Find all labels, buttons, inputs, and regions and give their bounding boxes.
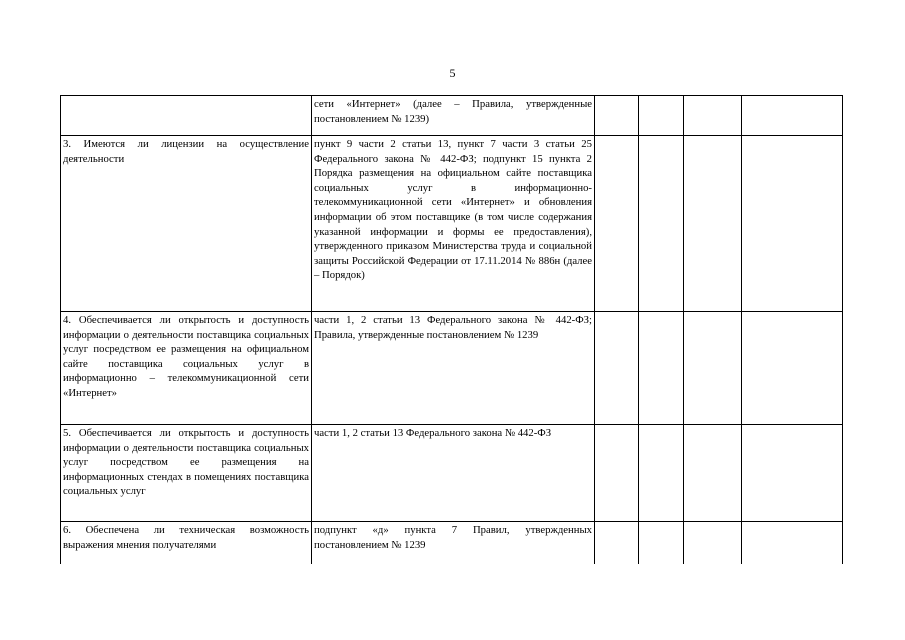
note-cell	[742, 312, 843, 425]
legal-basis-cell: части 1, 2 статьи 13 Федерального закона № 442-ФЗ; Правила, утвержденные постановлением № 1239	[312, 312, 595, 425]
legal-basis-cell: сети «Интернет» (далее – Правила, утвержденные постановлением № 1239)	[312, 96, 595, 136]
answer-yes-cell	[595, 312, 639, 425]
table-row	[61, 425, 843, 522]
answer-no-cell	[639, 522, 684, 564]
answer-yes-cell	[595, 136, 639, 312]
note-cell	[742, 425, 843, 522]
question-cell: 5. Обеспечивается ли открытость и доступность информации о деятельности поставщика социальных услуг посредством ее размещения на информационных стендах в помещениях поставщика социальных услуг	[61, 425, 312, 522]
answer-yes-cell	[595, 425, 639, 522]
question-cell: 3. Имеются ли лицензии на осуществление деятельности	[61, 136, 312, 312]
note-cell	[742, 522, 843, 564]
question-cell: 6. Обеспечена ли техническая возможность выражения мнения получателями	[61, 522, 312, 564]
question-cell	[61, 96, 312, 136]
answer-no-cell	[639, 312, 684, 425]
legal-basis-cell: пункт 9 части 2 статьи 13, пункт 7 части 3 статьи 25 Федерального закона № 442-ФЗ; подпункт 15 пункта 2 Порядка размещения на официальном сайте поставщика социальных услуг в информационно-телекоммуникационной сети «Интернет» и обновления информации об этом поставщике (в том числе содержания указанной информации и формы ее предоставления), утвержденного приказом Министерства труда и социальной защиты Российской Федерации от 17.11.2014 № 886н (далее – Порядок)	[312, 136, 595, 312]
answer-no-cell	[639, 136, 684, 312]
table-row	[61, 312, 843, 425]
note-cell	[742, 136, 843, 312]
answer-na-cell	[684, 425, 742, 522]
answer-yes-cell	[595, 96, 639, 136]
answer-yes-cell	[595, 522, 639, 564]
answer-no-cell	[639, 425, 684, 522]
table-row	[61, 96, 843, 136]
legal-basis-cell: части 1, 2 статьи 13 Федерального закона № 442-ФЗ	[312, 425, 595, 522]
answer-no-cell	[639, 96, 684, 136]
legal-basis-cell: подпункт «д» пункта 7 Правил, утвержденных постановлением № 1239	[312, 522, 595, 564]
table-row	[61, 522, 843, 564]
question-cell: 4. Обеспечивается ли открытость и доступность информации о деятельности поставщика социальных услуг посредством ее размещения на официальном сайте поставщика социальных услуг в информационно – телекоммуникационной сети «Интернет»	[61, 312, 312, 425]
page-number: 5	[449, 66, 456, 80]
checklist-table	[60, 95, 843, 564]
answer-na-cell	[684, 96, 742, 136]
answer-na-cell	[684, 136, 742, 312]
answer-na-cell	[684, 522, 742, 564]
table-row	[61, 136, 843, 312]
note-cell	[742, 96, 843, 136]
answer-na-cell	[684, 312, 742, 425]
